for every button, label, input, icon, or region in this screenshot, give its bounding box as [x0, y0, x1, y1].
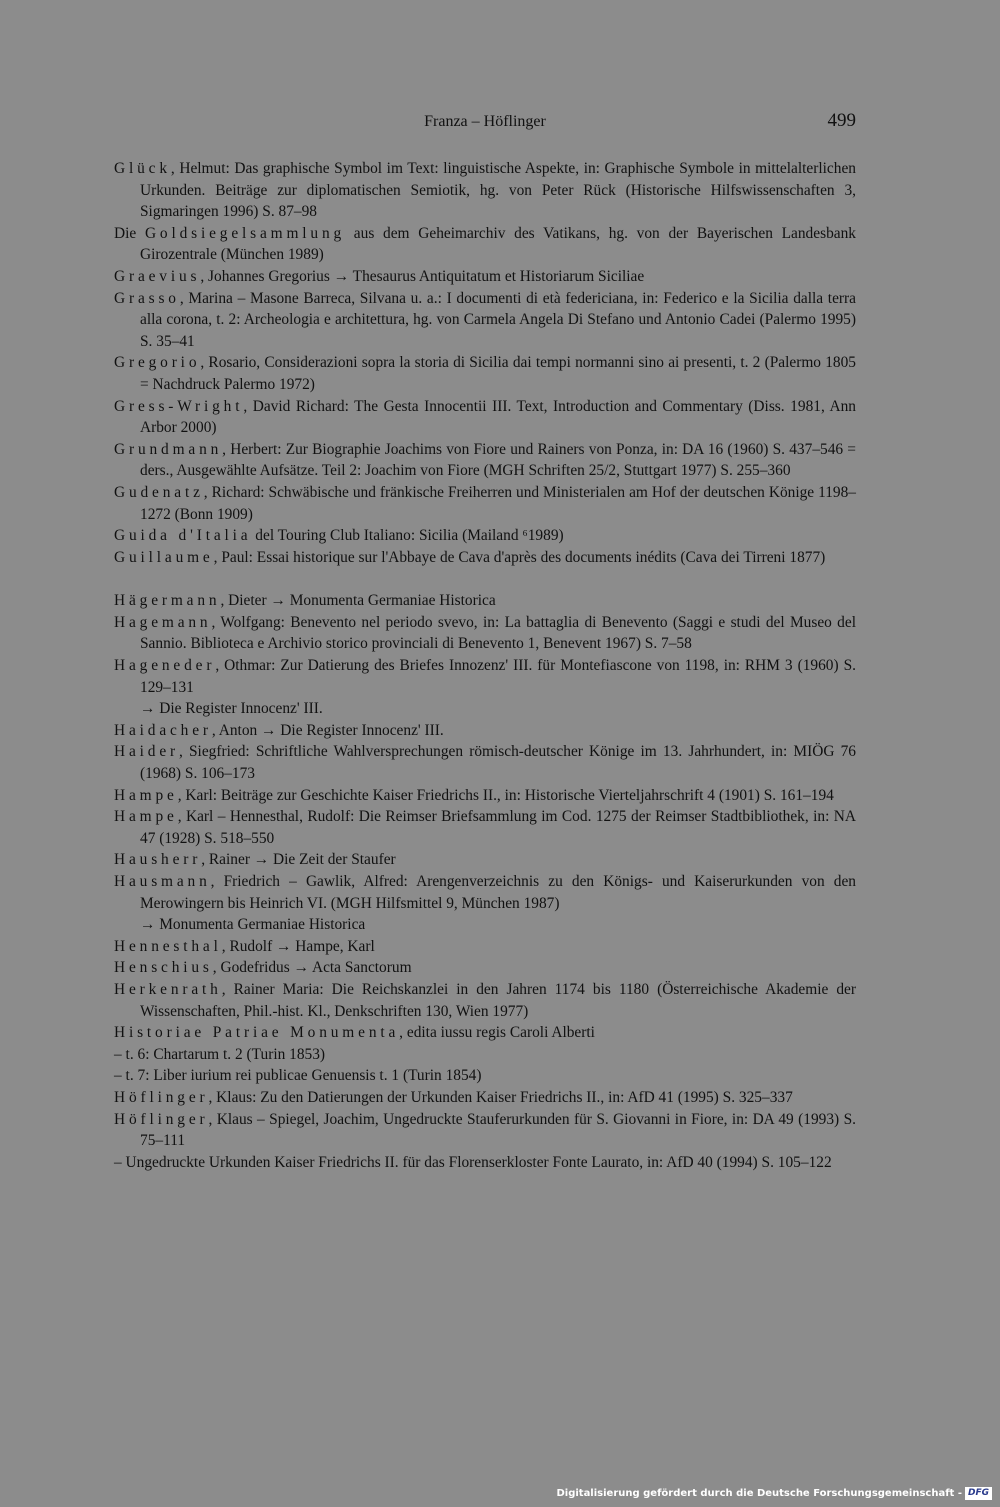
bibliography-entry [114, 979, 856, 1022]
entry-text: del Touring Club Italiano: Sicilia (Mailand ⁶1989) [251, 527, 564, 545]
page-header [114, 110, 856, 138]
entry-text: → Die Register Innocenz' III. [140, 700, 323, 718]
entry-text: , Rudolf → Hampe, Karl [221, 937, 375, 955]
bibliography-entry [114, 957, 856, 979]
entry-author: Hausmann [114, 873, 211, 890]
entry-text: , Rainer Maria: Die Reichskanzlei in den Jahren 1174 bis 1180 (Österreichische Akademie der Wissenschaften, Phil.-hist. Kl., Denkschriften 130, Wien 1977) [140, 980, 856, 1020]
entry-text: , Herbert: Zur Biographie Joachims von Fiore und Rainers von Ponza, in: DA 16 (1960) S. 437–546 = ders., Ausgewählte Aufsätze. Teil 2: Joachim von Fiore (MGH Schriften 25/2, Stuttgart 1977) S. 255–360 [140, 440, 856, 480]
entry-author: Höflinger [114, 1088, 209, 1106]
bibliography-entry [114, 785, 856, 807]
entry-author: Hampe [114, 786, 178, 804]
entry-text: , Paul: Essai historique sur l'Abbaye de Cava d'après des documents inédits (Cava dei Tirreni 1877) [213, 548, 826, 566]
entry-author: Hausherr [114, 851, 202, 869]
bibliography-entry [114, 1044, 856, 1066]
bibliography-entry [114, 806, 856, 849]
bibliography-entry [114, 914, 856, 936]
entry-text: aus dem Geheimarchiv des Vatikans, hg. von der Bayerischen Landesbank Girozentrale (München 1989) [140, 224, 856, 264]
bibliography-entry [114, 590, 856, 612]
bibliography-entry [114, 158, 856, 223]
entry-text: , David Richard: The Gesta Innocentii III. Text, Introduction and Commentary (Diss. 1981, Ann Arbor 2000) [140, 397, 856, 437]
dfg-logo: DFG [965, 1487, 992, 1500]
entry-author: Hagemann [114, 613, 212, 631]
bibliography-entry [114, 936, 856, 958]
entry-text: , Siegfried: Schriftliche Wahlversprechungen römisch-deutscher Könige im 13. Jahrhundert, in: MIÖG 76 (1968) S. 106–173 [140, 743, 856, 783]
entry-author: Hägermann [114, 592, 221, 610]
entry-author: Hennesthal [114, 937, 222, 955]
bibliography-entry [114, 698, 856, 720]
entry-author: Guillaume [114, 548, 214, 566]
entry-prefix: – [114, 1153, 126, 1171]
bibliography-entry [114, 223, 856, 266]
entry-author: Guida d'Italia [114, 527, 252, 545]
page-number: 499 [827, 110, 856, 131]
bibliography-entry [114, 396, 856, 439]
bibliography-entry [114, 849, 856, 871]
funding-note: Digitalisierung gefördert durch die Deutsche Forschungsgemeinschaft - [556, 1488, 962, 1499]
entry-text: , Karl – Hennesthal, Rudolf: Die Reimser Briefsammlung im Cod. 1275 der Reimser Stadtbibliothek, in: NA 47 (1928) S. 518–550 [140, 808, 856, 847]
entry-text: , Marina – Masone Barreca, Silvana u. a.: I documenti di età federiciana, in: Federico e la Sicilia dalla terra alla corona, t. 2: Archeologia e architettura, hg. von Carmela Angela Di Stefano und Antonio Cadei (Palermo 1995) S. 35–41 [140, 289, 856, 350]
entry-text: , edita iussu regis Caroli Alberti [399, 1024, 595, 1042]
entry-text: t. 7: Liber iurium rei publicae Genuensis t. 1 (Turin 1854) [125, 1067, 482, 1085]
entry-text: t. 6: Chartarum t. 2 (Turin 1853) [125, 1045, 326, 1063]
bibliography-entry [114, 1065, 856, 1087]
entry-author: Hageneder [114, 657, 216, 675]
entry-text: , Wolfgang: Benevento nel periodo svevo, in: La battaglia di Benevento (Saggi e studi del Museo del Sannio. Biblioteca e Archivio storico provinciali di Benevento 1, Benevent 1967) S. 7–58 [140, 613, 856, 653]
bibliography-entry [114, 1087, 856, 1109]
entry-author: Gregorio [114, 354, 201, 372]
bibliography-entry [114, 352, 856, 395]
entry-text: , Dieter → Monumenta Germaniae Historica [220, 592, 496, 610]
entry-text: , Johannes Gregorius → Thesaurus Antiquitatum et Historiarum Siciliae [200, 267, 645, 285]
entry-text: , Rainer → Die Zeit der Staufer [201, 851, 396, 869]
bibliography-entry [114, 525, 856, 547]
running-title: Franza – Höflinger [424, 113, 546, 130]
entry-author: Historiae Patriae Monumenta [114, 1024, 400, 1042]
entry-author: Henschius [114, 959, 213, 977]
entry-prefix: – [114, 1067, 126, 1085]
bibliography-list [114, 158, 856, 1173]
entry-text: , Klaus – Spiegel, Joachim, Ungedruckte Stauferurkunden für S. Giovanni in Fiore, in: DA 49 (1993) S. 75–111 [140, 1110, 856, 1150]
bibliography-entry [114, 612, 856, 655]
bibliography-entry [114, 741, 856, 784]
entry-text: , Klaus: Zu den Datierungen der Urkunden Kaiser Friedrichs II., in: AfD 41 (1995) S. 325–337 [208, 1088, 793, 1106]
entry-prefix: Die [114, 224, 145, 242]
entry-author: Goldsiegelsammlung [144, 224, 346, 242]
entry-text: , Othmar: Zur Datierung des Briefes Innozenz' III. für Montefiascone von 1198, in: RHM 3 (1960) S. 129–131 [140, 657, 856, 696]
entry-text: , Friedrich – Gawlik, Alfred: Arengenverzeichnis zu den Königs- und Kaiserurkunden von den Merowingern bis Heinrich VI. (MGH Hilfsmittel 9, München 1987) [140, 873, 856, 912]
entry-text: , Rosario, Considerazioni sopra la storia di Sicilia dai tempi normanni sino ai presenti, t. 2 (Palermo 1805 = Nachdruck Palermo 1972) [140, 354, 856, 393]
entry-author: Hampe [114, 808, 178, 826]
entry-text: , Richard: Schwäbische und fränkische Freiherren und Ministerialen am Hof der deutschen Könige 1198–1272 (Bonn 1909) [140, 483, 856, 523]
entry-text: Ungedruckte Urkunden Kaiser Friedrichs II. für das Florenserkloster Fonte Laurato, in: AfD 40 (1994) S. 105–122 [125, 1153, 832, 1171]
entry-text: , Godefridus → Acta Sanctorum [212, 959, 412, 977]
bibliography-entry [114, 1022, 856, 1044]
entry-author: Grasso [114, 289, 180, 307]
entry-text: → Monumenta Germaniae Historica [140, 916, 366, 934]
bibliography-entry [114, 871, 856, 914]
bibliography-entry [114, 288, 856, 353]
entry-text: , Helmut: Das graphische Symbol im Text: linguistische Aspekte, in: Graphische Symbole in mittelalterlichen Urkunden. Beiträge zur diplomatischen Semiotik, hg. von Peter Rück (Historische Hilfswissenschaften 3, Sigmaringen 1996) S. 87–98 [140, 160, 856, 221]
bibliography-entry [114, 439, 856, 482]
entry-author: Grundmann [114, 440, 223, 458]
bibliography-entry [114, 482, 856, 525]
entry-author: Gudenatz [114, 483, 204, 501]
bibliography-entry [114, 1152, 856, 1174]
entry-author: Herkenrath [114, 980, 222, 998]
entry-author: Gress-Wright [114, 397, 244, 415]
section-gap [114, 568, 856, 590]
entry-author: Haidacher [114, 721, 212, 739]
entry-author: Graevius [114, 267, 201, 285]
bibliography-entry [114, 266, 856, 288]
entry-author: Haider [114, 743, 179, 761]
entry-prefix: – [114, 1045, 126, 1063]
footer [556, 1487, 992, 1500]
bibliography-entry [114, 720, 856, 742]
bibliography-entry [114, 547, 856, 569]
bibliography-entry [114, 655, 856, 698]
entry-text: , Karl: Beiträge zur Geschichte Kaiser Friedrichs II., in: Historische Vierteljahrschrift 4 (1901) S. 161–194 [177, 786, 834, 804]
entry-author: Höflinger [114, 1110, 209, 1128]
bibliography-entry [114, 1109, 856, 1152]
entry-text: , Anton → Die Register Innocenz' III. [211, 721, 444, 739]
entry-author: Glück [114, 160, 171, 177]
